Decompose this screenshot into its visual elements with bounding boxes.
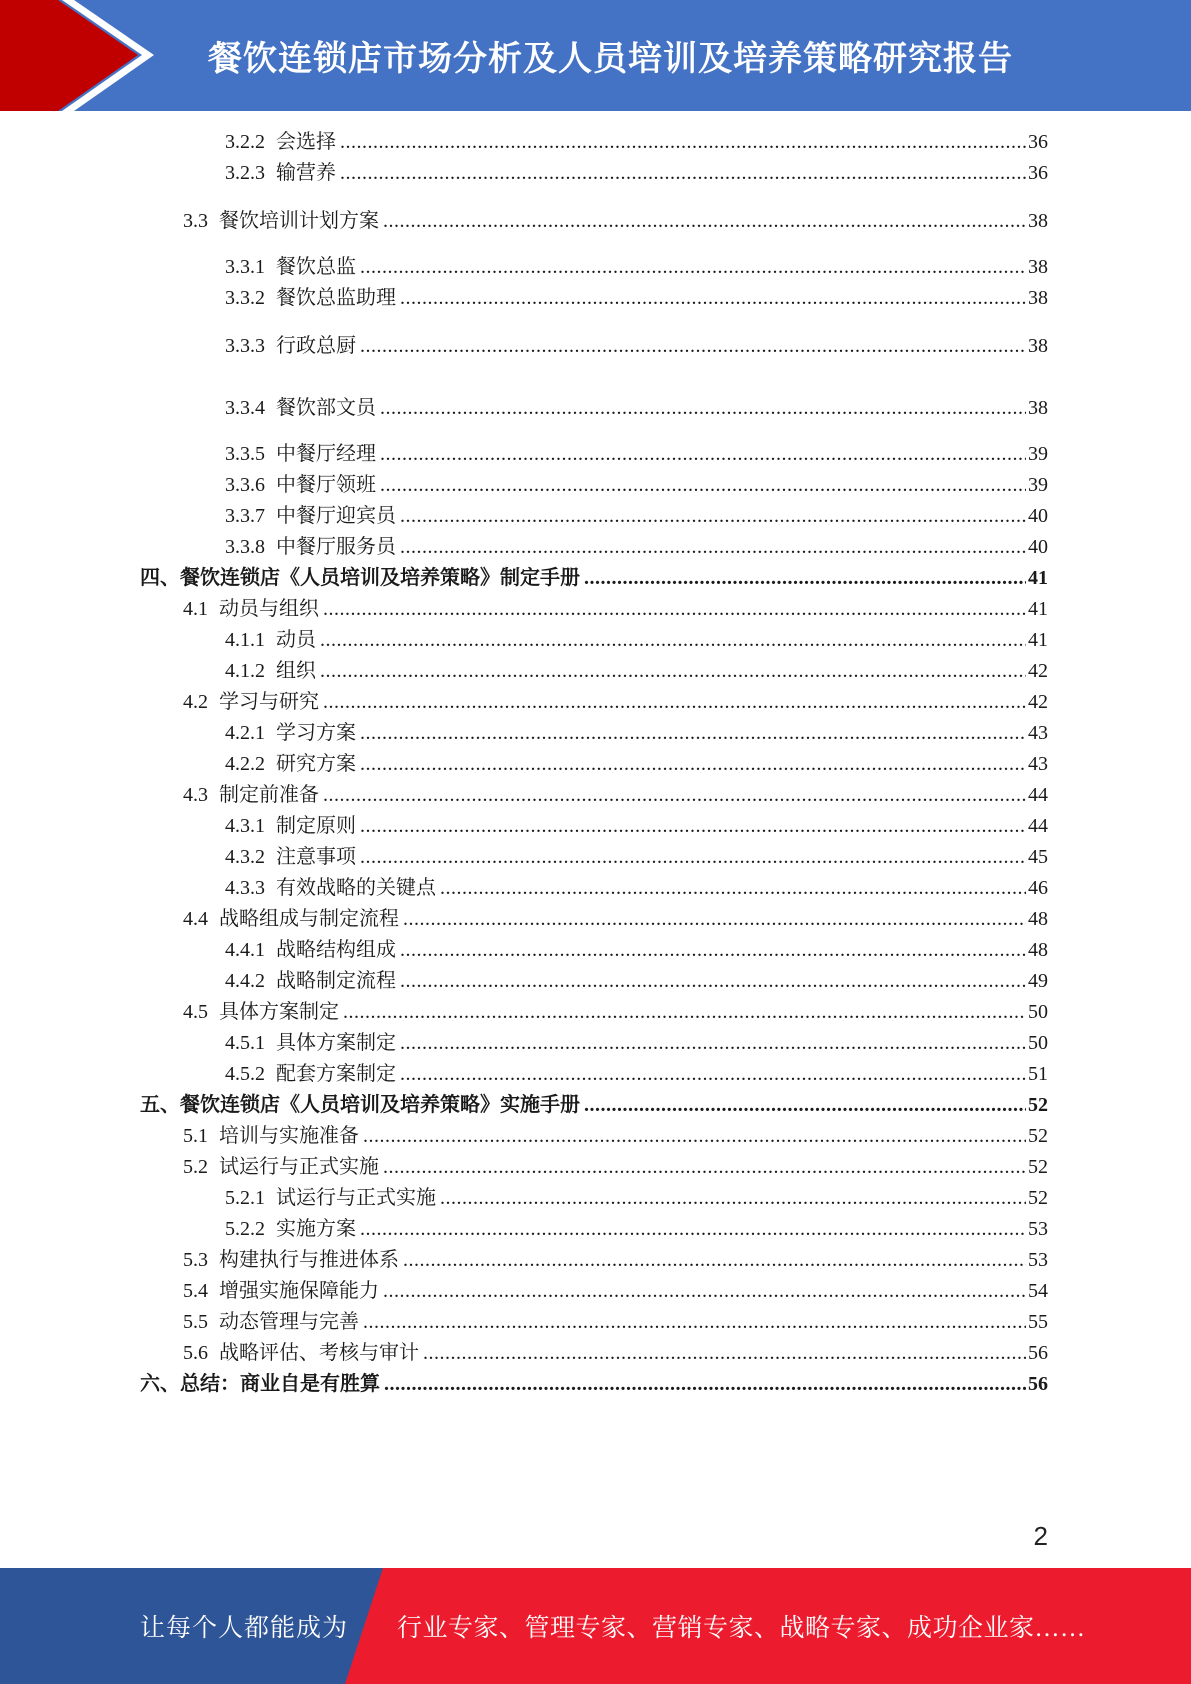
toc-dot-leader bbox=[336, 159, 1026, 187]
toc-dot-leader bbox=[316, 626, 1026, 654]
toc-entry-number: 5.6 bbox=[183, 1342, 208, 1364]
toc-dot-leader bbox=[399, 905, 1026, 933]
toc-dot-leader bbox=[396, 967, 1026, 995]
toc-dot-leader bbox=[396, 502, 1026, 530]
toc-entry-number: 4.2.2 bbox=[225, 753, 265, 775]
toc-entry-title: 战略制定流程 bbox=[276, 970, 396, 992]
toc-dot-leader bbox=[359, 1308, 1026, 1336]
toc-entry-page: 43 bbox=[1028, 722, 1048, 744]
toc-entry-number: 4.5.2 bbox=[225, 1063, 265, 1085]
toc-entry-number: 3.3.6 bbox=[225, 474, 265, 496]
toc-entry-page: 56 bbox=[1028, 1342, 1048, 1364]
toc-entry[interactable] bbox=[225, 159, 1048, 187]
toc-entry-title: 制定原则 bbox=[276, 815, 356, 837]
toc-entry-title: 试运行与正式实施 bbox=[276, 1187, 436, 1209]
toc-entry-title: 中餐厅经理 bbox=[276, 443, 376, 465]
toc-entry-title: 增强实施保障能力 bbox=[219, 1280, 379, 1302]
toc-dot-leader bbox=[380, 1370, 1026, 1398]
toc-entry-number: 3.3.2 bbox=[225, 287, 265, 309]
toc-entry[interactable] bbox=[225, 843, 1048, 871]
toc-entry-number: 4.4.2 bbox=[225, 970, 265, 992]
toc-dot-leader bbox=[399, 1246, 1026, 1274]
toc-entry[interactable] bbox=[225, 502, 1048, 530]
toc-entry-title: 动态管理与完善 bbox=[219, 1311, 359, 1333]
toc-entry-number: 4.3.3 bbox=[225, 877, 265, 899]
toc-entry[interactable] bbox=[183, 1339, 1048, 1367]
toc-entry-page: 55 bbox=[1028, 1311, 1048, 1333]
footer-banner bbox=[0, 1568, 1191, 1684]
toc-entry-title: 有效战略的关键点 bbox=[276, 877, 436, 899]
toc-entry-title: 餐饮部文员 bbox=[276, 397, 376, 419]
toc-dot-leader bbox=[356, 812, 1026, 840]
footer-slogan: 让每个人都能成为 bbox=[140, 1615, 349, 1642]
toc-entry[interactable] bbox=[225, 657, 1048, 685]
toc-dot-leader bbox=[356, 719, 1026, 747]
toc-entry-page: 52 bbox=[1028, 1187, 1048, 1209]
toc-dot-leader bbox=[419, 1339, 1026, 1367]
toc-dot-leader bbox=[356, 253, 1026, 281]
toc-entry-page: 54 bbox=[1028, 1280, 1048, 1302]
toc-dot-leader bbox=[379, 207, 1026, 235]
toc-entry[interactable] bbox=[183, 1308, 1048, 1336]
toc-entry-page: 45 bbox=[1028, 846, 1048, 868]
toc-entry-number: 3.3.3 bbox=[225, 335, 265, 357]
toc-entry[interactable] bbox=[225, 284, 1048, 312]
toc-entry-title: 动员与组织 bbox=[219, 598, 319, 620]
header-banner bbox=[0, 0, 1191, 111]
toc-entry[interactable] bbox=[225, 936, 1048, 964]
toc-dot-leader bbox=[356, 843, 1026, 871]
toc-entry-page: 41 bbox=[1028, 598, 1048, 620]
toc-entry-number: 5.1 bbox=[183, 1125, 208, 1147]
toc-entry[interactable] bbox=[225, 471, 1048, 499]
toc-entry-number: 3.2.2 bbox=[225, 131, 265, 153]
toc-entry[interactable] bbox=[183, 595, 1048, 623]
toc-dot-leader bbox=[319, 595, 1026, 623]
toc-entry-number: 4.3 bbox=[183, 784, 208, 806]
toc-entry-title: 战略组成与制定流程 bbox=[219, 908, 399, 930]
toc-entry-page: 39 bbox=[1028, 443, 1048, 465]
toc-entry-number: 5.4 bbox=[183, 1280, 208, 1302]
toc-entry-number: 5.3 bbox=[183, 1249, 208, 1271]
toc-entry-page: 50 bbox=[1028, 1001, 1048, 1023]
toc-entry-title: 动员 bbox=[276, 629, 316, 651]
toc-entry-page: 39 bbox=[1028, 474, 1048, 496]
toc-dot-leader bbox=[396, 1029, 1026, 1057]
toc-entry[interactable] bbox=[225, 1060, 1048, 1088]
toc-entry-title: 战略结构组成 bbox=[276, 939, 396, 961]
toc-entry-page: 50 bbox=[1028, 1032, 1048, 1054]
toc-dot-leader bbox=[336, 128, 1026, 156]
toc-entry-number: 五、 bbox=[140, 1094, 180, 1116]
toc-entry[interactable] bbox=[225, 1184, 1048, 1212]
toc-entry-page: 36 bbox=[1028, 131, 1048, 153]
toc-entry-page: 40 bbox=[1028, 536, 1048, 558]
toc-dot-leader bbox=[356, 750, 1026, 778]
toc-entry-number: 5.2.2 bbox=[225, 1218, 265, 1240]
toc-entry-title: 总结：商业自是有胜算 bbox=[180, 1373, 380, 1395]
toc-entry-page: 38 bbox=[1028, 256, 1048, 278]
toc-entry-number: 3.3.8 bbox=[225, 536, 265, 558]
toc-dot-leader bbox=[359, 1122, 1026, 1150]
toc-entry-number: 4.5 bbox=[183, 1001, 208, 1023]
toc-entry-page: 48 bbox=[1028, 908, 1048, 930]
toc-entry-number: 四、 bbox=[140, 567, 180, 589]
toc-entry-title: 餐饮总监 bbox=[276, 256, 356, 278]
toc-entry-page: 51 bbox=[1028, 1063, 1048, 1085]
toc-entry-title: 餐饮连锁店《人员培训及培养策略》制定手册 bbox=[180, 567, 580, 589]
toc-entry-title: 中餐厅服务员 bbox=[276, 536, 396, 558]
toc-entry-title: 制定前准备 bbox=[219, 784, 319, 806]
toc-entry-page: 52 bbox=[1028, 1156, 1048, 1178]
toc-entry-title: 配套方案制定 bbox=[276, 1063, 396, 1085]
toc-entry-page: 41 bbox=[1028, 567, 1048, 589]
toc-entry-title: 注意事项 bbox=[276, 846, 356, 868]
toc-entry-number: 4.5.1 bbox=[225, 1032, 265, 1054]
toc-entry-title: 试运行与正式实施 bbox=[219, 1156, 379, 1178]
toc-entry[interactable] bbox=[225, 719, 1048, 747]
toc-entry-title: 培训与实施准备 bbox=[219, 1125, 359, 1147]
toc-entry-title: 构建执行与推进体系 bbox=[219, 1249, 399, 1271]
toc-dot-leader bbox=[396, 284, 1026, 312]
toc-entry-number: 4.2.1 bbox=[225, 722, 265, 744]
toc-entry-number: 4.3.2 bbox=[225, 846, 265, 868]
toc-entry-title: 具体方案制定 bbox=[276, 1032, 396, 1054]
toc-entry-number: 5.5 bbox=[183, 1311, 208, 1333]
toc-entry-page: 38 bbox=[1028, 335, 1048, 357]
toc-entry-title: 中餐厅迎宾员 bbox=[276, 505, 396, 527]
toc-dot-leader bbox=[379, 1153, 1026, 1181]
toc-entry[interactable] bbox=[225, 750, 1048, 778]
toc-entry[interactable] bbox=[183, 1153, 1048, 1181]
document-title: 餐饮连锁店市场分析及人员培训及培养策略研究报告 bbox=[208, 39, 1013, 79]
toc-entry-number: 3.2.3 bbox=[225, 162, 265, 184]
toc-entry[interactable] bbox=[183, 688, 1048, 716]
toc-entry[interactable] bbox=[183, 1277, 1048, 1305]
toc-entry-page: 42 bbox=[1028, 691, 1048, 713]
toc-dot-leader bbox=[316, 657, 1026, 685]
toc-entry-page: 44 bbox=[1028, 784, 1048, 806]
toc-entry[interactable] bbox=[225, 332, 1048, 360]
toc-entry-page: 53 bbox=[1028, 1218, 1048, 1240]
toc-entry[interactable] bbox=[183, 781, 1048, 809]
toc-entry[interactable] bbox=[225, 128, 1048, 156]
toc-entry-number: 4.4 bbox=[183, 908, 208, 930]
toc-entry[interactable] bbox=[225, 1029, 1048, 1057]
toc-entry[interactable] bbox=[225, 394, 1048, 422]
toc-entry[interactable] bbox=[183, 1246, 1048, 1274]
toc-entry-page: 38 bbox=[1028, 397, 1048, 419]
toc-entry-page: 56 bbox=[1028, 1373, 1048, 1395]
toc-entry-number: 5.2.1 bbox=[225, 1187, 265, 1209]
toc-entry-page: 52 bbox=[1028, 1125, 1048, 1147]
toc-dot-leader bbox=[396, 936, 1026, 964]
footer-roles: 行业专家、管理专家、营销专家、战略专家、成功企业家…… bbox=[397, 1615, 1086, 1642]
toc-entry-page: 38 bbox=[1028, 210, 1048, 232]
toc-entry-page: 48 bbox=[1028, 939, 1048, 961]
toc-entry-page: 46 bbox=[1028, 877, 1048, 899]
toc-entry-number: 六、 bbox=[140, 1373, 180, 1395]
toc-dot-leader bbox=[319, 781, 1026, 809]
toc-entry-title: 研究方案 bbox=[276, 753, 356, 775]
toc-dot-leader bbox=[396, 1060, 1026, 1088]
toc-entry-title: 具体方案制定 bbox=[219, 1001, 339, 1023]
toc-entry-number: 4.4.1 bbox=[225, 939, 265, 961]
toc-dot-leader bbox=[356, 332, 1026, 360]
toc-entry[interactable] bbox=[225, 440, 1048, 468]
toc-entry[interactable] bbox=[225, 967, 1048, 995]
toc-entry[interactable] bbox=[225, 874, 1048, 902]
toc-entry-title: 输营养 bbox=[276, 162, 336, 184]
toc-dot-leader bbox=[376, 471, 1026, 499]
toc-entry-title: 行政总厨 bbox=[276, 335, 356, 357]
toc-entry-page: 42 bbox=[1028, 660, 1048, 682]
toc-entry-number: 4.1.2 bbox=[225, 660, 265, 682]
toc-entry-page: 38 bbox=[1028, 287, 1048, 309]
toc-dot-leader bbox=[376, 394, 1026, 422]
toc-entry-title: 组织 bbox=[276, 660, 316, 682]
toc-entry-number: 3.3.5 bbox=[225, 443, 265, 465]
toc-entry[interactable] bbox=[225, 253, 1048, 281]
toc-entry[interactable] bbox=[225, 812, 1048, 840]
toc-entry-number: 4.2 bbox=[183, 691, 208, 713]
toc-entry-page: 44 bbox=[1028, 815, 1048, 837]
toc-dot-leader bbox=[580, 564, 1026, 592]
toc-entry[interactable] bbox=[225, 533, 1048, 561]
toc-entry[interactable] bbox=[140, 564, 1048, 592]
toc-dot-leader bbox=[436, 874, 1026, 902]
toc-entry-title: 会选择 bbox=[276, 131, 336, 153]
toc-entry-number: 3.3.1 bbox=[225, 256, 265, 278]
toc-entry-title: 实施方案 bbox=[276, 1218, 356, 1240]
toc-entry-title: 餐饮总监助理 bbox=[276, 287, 396, 309]
toc-entry[interactable] bbox=[183, 998, 1048, 1026]
toc-dot-leader bbox=[436, 1184, 1026, 1212]
page-number: 2 bbox=[1033, 1521, 1048, 1551]
toc-dot-leader bbox=[580, 1091, 1026, 1119]
toc-entry-number: 3.3.4 bbox=[225, 397, 265, 419]
toc-entry-title: 中餐厅领班 bbox=[276, 474, 376, 496]
toc-entry-page: 43 bbox=[1028, 753, 1048, 775]
toc-dot-leader bbox=[396, 533, 1026, 561]
toc-entry-number: 4.3.1 bbox=[225, 815, 265, 837]
toc-entry[interactable] bbox=[225, 1215, 1048, 1243]
toc-entry-number: 3.3.7 bbox=[225, 505, 265, 527]
toc-entry-title: 餐饮培训计划方案 bbox=[219, 210, 379, 232]
toc-entry-page: 49 bbox=[1028, 970, 1048, 992]
toc-entry-page: 53 bbox=[1028, 1249, 1048, 1271]
toc-entry-page: 40 bbox=[1028, 505, 1048, 527]
toc-entry-page: 41 bbox=[1028, 629, 1048, 651]
toc-entry-number: 4.1.1 bbox=[225, 629, 265, 651]
toc-entry[interactable] bbox=[183, 905, 1048, 933]
toc-dot-leader bbox=[356, 1215, 1026, 1243]
toc-entry-number: 5.2 bbox=[183, 1156, 208, 1178]
toc-dot-leader bbox=[379, 1277, 1026, 1305]
toc-entry-title: 学习方案 bbox=[276, 722, 356, 744]
toc-dot-leader bbox=[376, 440, 1026, 468]
toc-entry[interactable] bbox=[140, 1370, 1048, 1398]
toc-entry-title: 学习与研究 bbox=[219, 691, 319, 713]
toc-entry[interactable] bbox=[225, 626, 1048, 654]
toc-entry[interactable] bbox=[183, 207, 1048, 235]
toc-entry-page: 52 bbox=[1028, 1094, 1048, 1116]
toc-dot-leader bbox=[319, 688, 1026, 716]
toc-dot-leader bbox=[339, 998, 1026, 1026]
toc-entry-title: 战略评估、考核与审计 bbox=[219, 1342, 419, 1364]
toc-entry-number: 4.1 bbox=[183, 598, 208, 620]
toc-entry[interactable] bbox=[140, 1091, 1048, 1119]
toc-entry[interactable] bbox=[183, 1122, 1048, 1150]
toc-entry-number: 3.3 bbox=[183, 210, 208, 232]
toc-entry-page: 36 bbox=[1028, 162, 1048, 184]
toc-entry-title: 餐饮连锁店《人员培训及培养策略》实施手册 bbox=[180, 1094, 580, 1116]
